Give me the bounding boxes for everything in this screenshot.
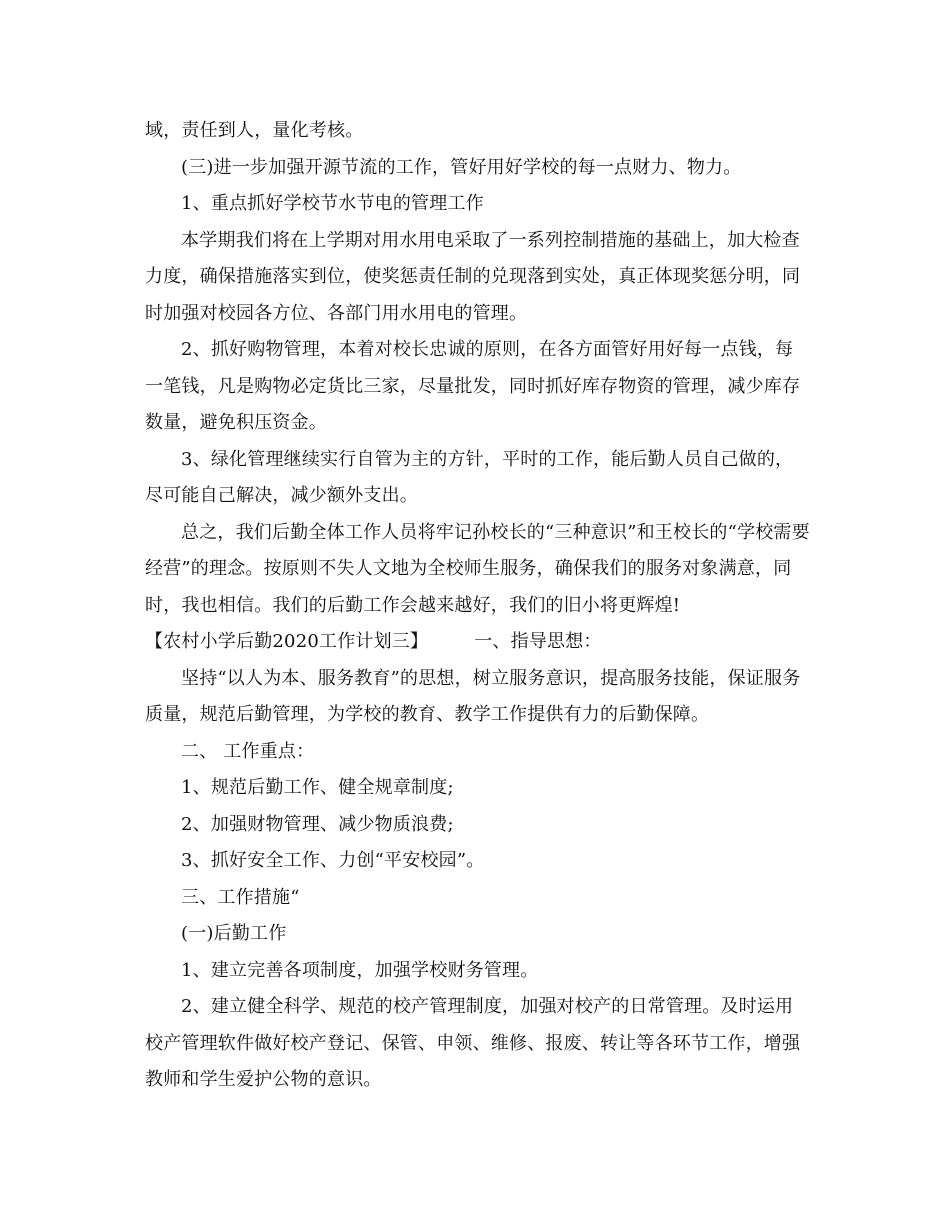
paragraph: 本学期我们将在上学期对用水用电采取了一系列控制措施的基础上，加大检查力度，确保措施落实到位，使奖惩责任制的兑现落到实处，真正体现奖惩分明，同时加强对校园各方位、各部门用水用电的管理。 — [145, 229, 801, 324]
paragraph: 坚持“以人为本、服务教育”的思想，树立服务意识，提高服务技能，保证服务质量，规范后勤管理，为学校的教育、教学工作提供有力的后勤保障。 — [145, 667, 801, 725]
paragraph: (三)进一步加强开源节流的工作，管好用好学校的每一点财力、物力。 — [181, 156, 742, 178]
paragraph: 2、抓好购物管理，本着对校长忠诚的原则，在各方面管好用好每一点钱，每一笔钱，凡是购物必定货比三家，尽量批发，同时抓好库存物资的管理，减少库存数量，避免积压资金。 — [145, 339, 801, 433]
paragraph: 二、 工作重点： — [181, 740, 315, 762]
paragraph: 总之，我们后勤全体工作人员将牢记孙校长的“三种意识”和王校长的“学校需要经营”的理念。按原则不失人文地为全校师生服务，确保我们的服务对象满意，同时，我也相信。我们的后勤工作会越来越好，我们的旧小将更辉煌! — [145, 521, 810, 616]
paragraph: 三、工作措施“ — [181, 886, 300, 908]
paragraph: 1、重点抓好学校节水节电的管理工作 — [181, 193, 484, 214]
paragraph: 域，责任到人，量化考核。 — [145, 120, 364, 141]
paragraph: 3、抓好安全工作、力创“平安校园”。 — [181, 850, 485, 871]
paragraph: 1、规范后勤工作、健全规章制度; — [181, 777, 454, 798]
paragraph: 3、绿化管理继续实行自管为主的方针，平时的工作，能后勤人员自己做的，尽可能自己解决，减少额外支出。 — [145, 448, 794, 506]
paragraph: 2、建立健全科学、规范的校产管理制度，加强对校产的日常管理。及时运用校产管理软件做好校产登记、保管、申领、维修、报废、转让等各环节工作，增强教师和学生爱护公物的意识。 — [145, 996, 801, 1090]
section-title: 【农村小学后勤2020工作计划三】 — [145, 631, 429, 652]
document-body — [145, 113, 810, 1099]
paragraph: 1、建立完善各项制度，加强学校财务管理。 — [181, 959, 539, 981]
paragraph: (一)后勤工作 — [181, 923, 287, 944]
paragraph: 2、加强财物管理、减少物质浪费; — [181, 813, 454, 835]
section-heading-line — [145, 624, 810, 661]
section-first-item: 一、指导思想： — [474, 631, 602, 652]
